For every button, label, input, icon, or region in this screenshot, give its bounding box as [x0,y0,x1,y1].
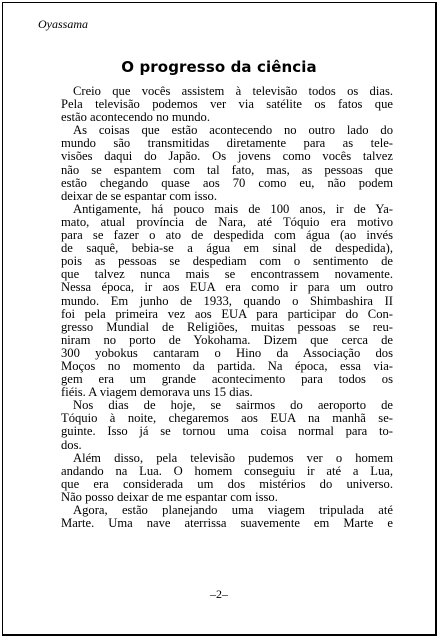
text-line: Creio que vocês assistem à televisão todos os dias. [73,84,393,98]
text-line: mato, atual província de Nara, até Tóquio era motivo [61,214,393,229]
text-line: Não posso deixar de me espantar com isso. [61,489,278,504]
text-line: mundo são transmitidas diretamente para as tele- [61,136,393,151]
text-line: Além disso, pela televisão pudemos ver o homem [73,450,393,465]
text-line: que talvez nunca mais se encontrassem novamente. [61,267,393,282]
text-line: As coisas que estão acontecendo no outro lado do [73,123,393,138]
running-header: Oyassama [38,17,88,31]
text-line: pois as pessoas se despediam com o sentimento de [61,254,393,269]
body-text [61,85,393,530]
chapter-title: O progresso da ciência [121,58,317,76]
page-number: –2– [210,587,228,601]
text-line: fiéis. A viagem demorava uns 15 dias. [61,385,253,400]
text-line: visões daqui do Japão. Os jovens como vocês talvez [61,149,393,164]
text-line: estão acontecendo no mundo. [61,110,210,125]
text-line: Nessa época, ir aos EUA era como ir para um outro [61,280,393,295]
text-line: Nos dias de hoje, se sairmos do aeroporto de [73,398,393,413]
text-line: andando na Lua. O homem conseguiu ir até a Lua, [61,463,393,478]
text-line: mundo. Em junho de 1933, quando o Shimbashira II [61,293,393,308]
text-line: 300 yobokus cantaram o Hino da Associação dos [61,345,393,360]
text-line: Agora, estão planejando uma viagem tripulada até [73,503,393,517]
text-line: Tóquio à noite, chegaremos aos EUA na manhã se- [61,411,393,426]
text-line: foi pela primeira vez aos EUA para participar do Con- [61,306,393,321]
text-line: dos. [61,437,82,452]
text-line: Antigamente, há pouco mais de 100 anos, ir de Ya- [73,201,393,216]
text-line: que era considerada um dos mistérios do universo. [61,476,393,491]
book-page [2,2,437,636]
text-line: para se fazer o ato de despedida com água (ao invés [61,228,393,243]
text-line: não se espantem com tal fato, mas, as pessoas que [61,162,393,177]
text-line: Pela televisão podemos ver via satélite os fatos que [61,97,393,112]
text-line: estão chegando quase aos 70 como eu, não podem [61,175,393,190]
text-line: deixar de se espantar com isso. [61,188,217,203]
text-line: Moços no momento da partida. Na época, essa via- [61,358,393,373]
text-line: gresso Mundial de Religiões, muitas pessoas se reu- [61,319,393,334]
text-line: guinte. Isso já se tornou uma coisa normal para to- [61,424,393,439]
text-line: gem era um grande acontecimento para todos os [61,372,393,387]
text-line: de saquê, bebia-se a água em sinal de despedida), [61,241,393,256]
text-line: Marte. Uma nave aterrissa suavemente em Marte e [61,516,393,531]
text-line: niram no porto de Yokohama. Dizem que cerca de [61,332,393,347]
